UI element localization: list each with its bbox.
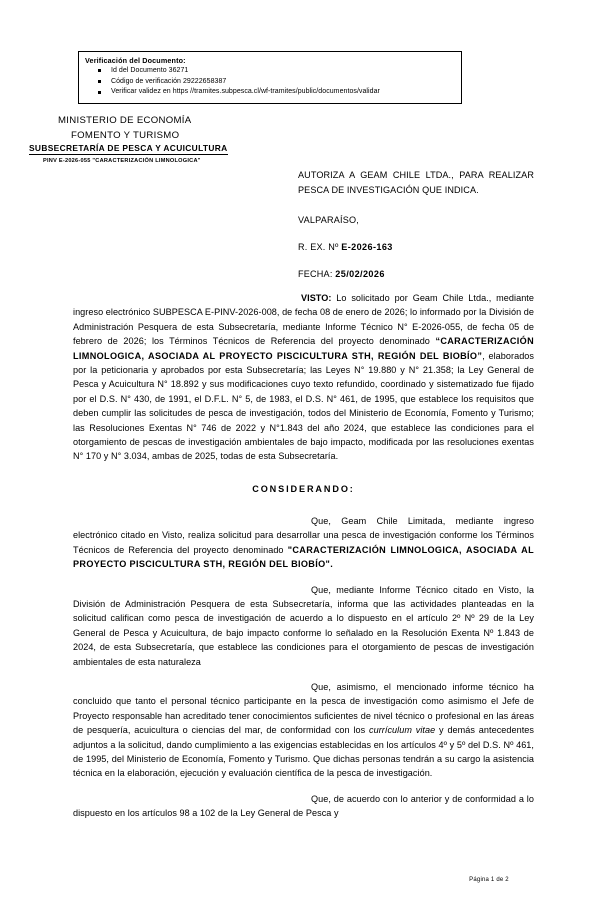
bullet-icon (98, 91, 101, 94)
resolution-number-line (298, 242, 534, 252)
subsecretaria-heading: SUBSECRETARÍA DE PESCA Y ACUICULTURA (29, 143, 228, 153)
verification-item-code (85, 77, 455, 88)
considerando-3-italic-term: currículum vitae (369, 725, 436, 736)
page-number: Página 1 de 2 (469, 877, 509, 883)
visto-label: VISTO: (301, 293, 332, 303)
paragraph-visto (73, 291, 534, 464)
pinv-reference: PINV E-2026-055 "CARACTERIZACIÓN LIMNOLOGICA" (43, 158, 201, 164)
considerando-2-text: Que, mediante Informe Técnico citado en Visto, la División de Administración Pesquera de esta Subsecretaría, informa que las actividades planteadas en la solicitud califican como pesca de investigación de acuerdo a lo dispuesto en el artículo 2º Nº 29 de la Ley General de Pesca y Acuicultura, de bajo impacto conforme lo señalado en la Resolución Exenta Nº 1.843 de 2024, de esta Subsecretaría, que establece las condiciones para el otorgamiento de pescas de investigación ambientales de esta naturaleza (73, 584, 534, 667)
bullet-icon (98, 69, 101, 72)
considerando-1-project-name: "CARACTERIZACIÓN LIMNOLOGICA, ASOCIADA AL PROYECTO PISCICULTURA STH, REGIÓN DEL BIOBÍO". (73, 544, 534, 570)
ministry-line-2: FOMENTO Y TURISMO (71, 129, 180, 141)
document-body (73, 291, 534, 832)
paragraph-considerando-3 (73, 680, 534, 781)
verification-item-label: Id del Documento 36271 (111, 67, 189, 74)
bullet-icon (98, 80, 101, 83)
verification-item-label: Código de verificación 29222658387 (111, 77, 227, 85)
resolution-date-value: 25/02/2026 (335, 269, 385, 280)
resolution-city: VALPARAÍSO, (298, 215, 359, 226)
verification-item-label: Verificar validez en https //tramites.subpesca.cl/wf-tramites/public/documentos/validar (111, 88, 380, 96)
verification-item-url (85, 87, 455, 98)
paragraph-considerando-1 (73, 514, 534, 572)
paragraph-considerando-4 (73, 792, 534, 821)
resolution-number-value: E-2026-163 (341, 242, 393, 253)
verification-item-document-id (85, 66, 455, 77)
resolution-date-line (298, 269, 534, 279)
verification-title: Verificación del Documento: (85, 56, 186, 65)
ministry-line-1: MINISTERIO DE ECONOMÍA (58, 115, 192, 126)
resolution-number-label: R. EX. Nº (298, 242, 342, 253)
visto-text-part-2: , elaborados por la peticionaria y aprobados por esta Subsecretaría; las Leyes N° 19.880 y N° 21.358; la Ley General de Pesca y Acuicultura N° 18.892 y sus modificaciones cuyo texto refundido, coordinado y sistematizado fue fijado por el D.S. N° 430, de 1991, el D.F.L. N° 5, de 1983, el D.S. N° 461, de 1995, que establece los requisitos que deben cumplir las solicitudes de pesca de investigación, todos del Ministerio de Economía, Fomento y Turismo; las Resoluciones Exentas N° 746 de 2022 y N°1.843 del año 2024, que establece las condiciones para el otorgamiento de pescas de investigación ambientales de bajo impacto, modificada por las resoluciones exentas N° 170 y N° 3.034, ambas de 2025, todas de esta Subsecretaría. (73, 350, 535, 462)
ministry-heading (58, 114, 191, 143)
document-verification-box (78, 51, 462, 104)
verification-list (85, 66, 455, 98)
resolution-subject: AUTORIZA A GEAM CHILE LTDA., PARA REALIZAR PESCA DE INVESTIGACIÓN QUE INDICA. (298, 170, 534, 195)
visto-text-part-1: Lo solicitado por Geam Chile Ltda., mediante ingreso electrónico SUBPESCA E-PINV-2026-008, de fecha 08 de enero de 2026; lo informado por la División de Administración Pesquera de esta Subsecretaría, mediante Informe Técnico N° E-2026-055, de fecha 05 de febrero de 2026; los Términos Técnicos de Referencia del proyecto denominado (73, 293, 534, 347)
visto-project-name: “CARACTERIZACIÓN LIMNOLOGICA, ASOCIADA AL PROYECTO PISCICULTURA STH, REGIÓN DEL BIOBÍO” (73, 336, 534, 361)
considerando-3-text-part-2: y demás antecedentes adjuntos a la solicitud, dando cumplimiento a las exigencias establecidas en los artículos 4º y 5º del D.S. Nº 461, de 1995, del Ministerio de Economía, Fomento y Turismo. Que dichas personas tendrán a su cargo la asistencia técnica en la elaboración, ejecución y evaluación científica de la pesca de investigación. (73, 725, 535, 779)
page-footer (0, 877, 600, 883)
resolution-date-label: FECHA: (298, 269, 336, 280)
considerando-1-text: Que, Geam Chile Limitada, mediante ingreso electrónico citado en Visto, realiza solicitud para desarrollar una pesca de investigación conforme los Términos Técnicos de Referencia del proyecto denominado (73, 515, 534, 555)
considerando-4-text: Que, de acuerdo con lo anterior y de conformidad a lo dispuesto en los artículos 98 a 102 de la Ley General de Pesca y (73, 793, 534, 819)
paragraph-considerando-2 (73, 583, 534, 669)
resolution-title-block (298, 168, 534, 279)
considerando-heading: CONSIDERANDO: (252, 483, 355, 494)
considerando-3-text-part-1: Que, asimismo, el mencionado informe técnico ha concluido que tanto el personal técnico participante en la pesca de investigación como asimismo el Jefe de Proyecto responsable han acreditado tener conocimientos suficientes de nivel técnico o profesional en las áreas de pesquería, acuicultura o ciencias del mar, de conformidad con los (73, 681, 534, 736)
